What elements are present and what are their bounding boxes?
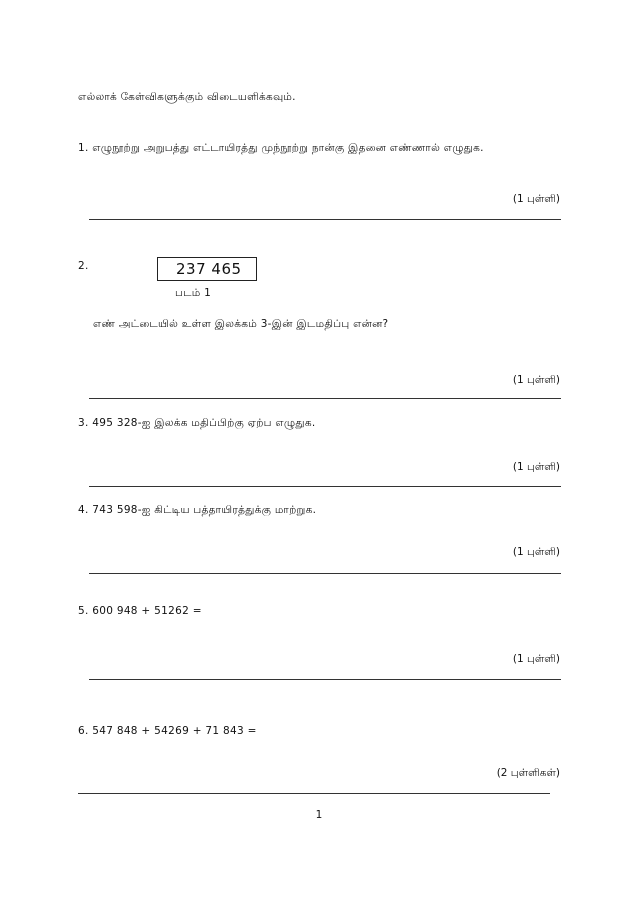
question-2-number: 2. xyxy=(78,260,89,272)
question-6-divider xyxy=(78,793,550,794)
question-6-text: 6. 547 848 + 54269 + 71 843 = xyxy=(78,725,257,737)
question-3-marks: (1 புள்ளி) xyxy=(512,461,560,473)
question-4-text: 4. 743 598-ஐ கிட்டிய பத்தாயிரத்துக்கு மாற்றுக. xyxy=(78,504,317,516)
question-3-divider xyxy=(89,486,561,487)
page-number: 1 xyxy=(315,809,323,821)
question-3-text: 3. 495 328-ஐ இலக்க மதிப்பிற்கு ஏற்ப எழுதுக. xyxy=(78,417,316,429)
question-4-marks: (1 புள்ளி) xyxy=(512,546,560,558)
question-5-marks: (1 புள்ளி) xyxy=(512,653,560,665)
question-2-text: எண் அட்டையில் உள்ள இலக்கம் 3-இன் இடமதிப்பு என்ன? xyxy=(93,318,389,330)
question-1-text: 1. எழுநூற்று அறுபத்து எட்டாயிரத்து முந்நூற்று நான்கு இதனை எண்ணால் எழுதுக. xyxy=(78,142,484,154)
question-1-divider xyxy=(89,219,561,220)
instruction-text: எல்லாக் கேள்விகளுக்கும் விடையளிக்கவும். xyxy=(78,91,296,103)
question-2-divider xyxy=(89,398,561,399)
question-6-marks: (2 புள்ளிகள்) xyxy=(496,767,560,779)
question-1-marks: (1 புள்ளி) xyxy=(512,193,560,205)
number-card-box: 237 465 xyxy=(157,257,257,281)
question-5-divider xyxy=(89,679,561,680)
figure-caption: படம் 1 xyxy=(175,287,212,299)
question-2-marks: (1 புள்ளி) xyxy=(512,374,560,386)
question-5-text: 5. 600 948 + 51262 = xyxy=(78,605,202,617)
question-4-divider xyxy=(89,573,561,574)
